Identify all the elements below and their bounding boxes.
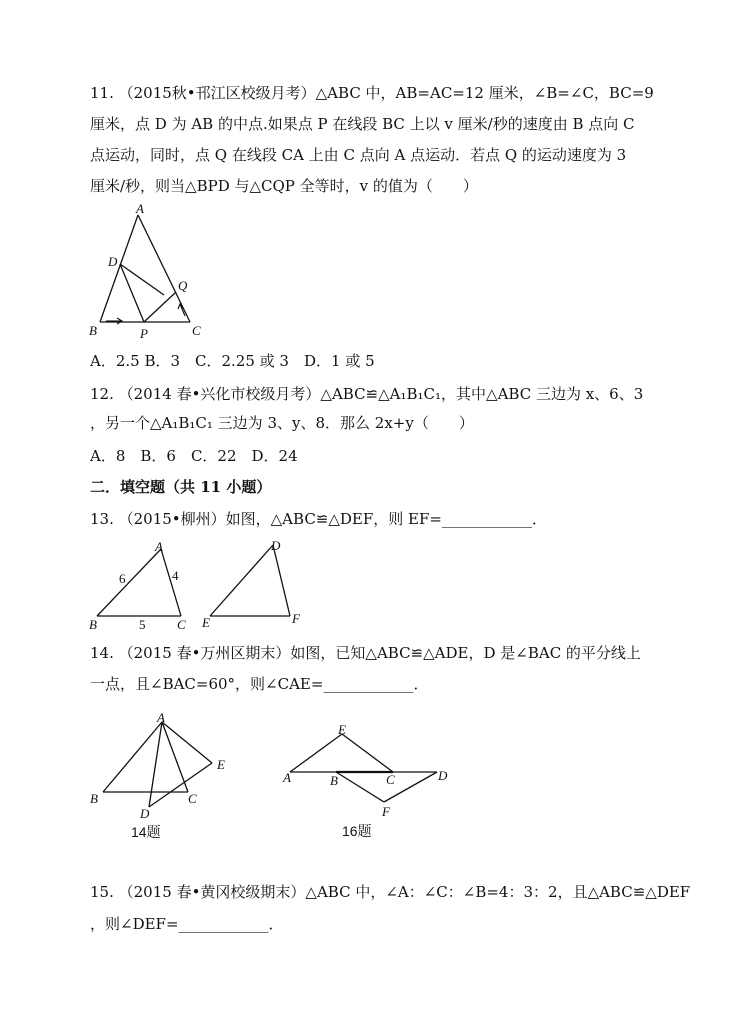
q16-label-e: E <box>338 722 346 737</box>
q16-figure <box>280 718 460 848</box>
q11-label-p: P <box>140 326 148 341</box>
q12-line-1: 12. （2014 春•兴化市校级月考）△ABC≌△A₁B₁C₁，其中△ABC 三边为 x、6、3 <box>90 385 644 403</box>
q13-label-c: C <box>177 617 186 632</box>
q14-line-1: 14. （2015 春•万州区期末）如图，已知△ABC≌△ADE，D 是∠BAC 的平分线上 <box>90 644 641 662</box>
q11-label-a: A <box>136 201 144 216</box>
q11-line-3: 点运动，同时，点 Q 在线段 CA 上由 C 点向 A 点运动．若点 Q 的运动速度为 3 <box>90 146 627 164</box>
q16-label-f: F <box>382 804 390 819</box>
q14-figure <box>85 710 245 845</box>
q15-line-2: ，则∠DEF=____________． <box>90 915 284 933</box>
q16-label-c: C <box>386 772 395 787</box>
q14-caption: 14题 <box>131 824 161 840</box>
q13-label-e: E <box>202 615 210 630</box>
q11-options: A．2.5 B．3 C．2.25 或 3 D．1 或 5 <box>90 352 375 370</box>
q16-caption: 16题 <box>342 823 372 839</box>
q13-side-ac: 4 <box>172 568 179 583</box>
q14-label-d: D <box>140 806 150 821</box>
q15-line-1: 15. （2015 春•黄冈校级期末）△ABC 中，∠A：∠C：∠B=4：3：2，且△ABC≌△DEF <box>90 883 691 901</box>
q14-line-2: 一点，且∠BAC=60°，则∠CAE=____________． <box>90 675 429 693</box>
q11-label-q: Q <box>178 278 188 293</box>
q13-label-a: A <box>155 539 163 554</box>
q13-side-ab: 6 <box>119 571 126 586</box>
q16-label-b: B <box>330 773 338 788</box>
q12-line-2: ，另一个△A₁B₁C₁ 三边为 3、y、8．那么 2x+y（ ） <box>90 414 474 432</box>
q13-line-1: 13. （2015•柳州）如图，△ABC≌△DEF，则 EF=____________． <box>90 510 547 528</box>
q13-label-f: F <box>292 611 300 626</box>
q11-line-2: 厘米，点 D 为 AB 的中点.如果点 P 在线段 BC 上以 v 厘米/秒的速度由 B 点向 C <box>90 115 635 133</box>
q16-label-d: D <box>438 768 448 783</box>
q12-options: A．8 B．6 C．22 D．24 <box>90 447 298 465</box>
q11-triangle-figure <box>80 200 230 345</box>
q13-side-bc: 5 <box>139 617 146 632</box>
q11-label-d: D <box>108 254 118 269</box>
q14-label-c: C <box>188 791 197 806</box>
q13-triangles-figure <box>85 535 315 635</box>
q14-label-a: A <box>157 710 165 725</box>
section-2-title: 二．填空题（共 11 小题） <box>90 478 272 496</box>
q11-label-c: C <box>192 323 201 338</box>
q11-line-4: 厘米/秒，则当△BPD 与△CQP 全等时，v 的值为（ ） <box>90 177 478 195</box>
q11-label-b: B <box>89 323 97 338</box>
q11-line-1: 11. （2015秋•邗江区校级月考）△ABC 中，AB=AC=12 厘米，∠B=∠C，BC=9 <box>90 84 654 102</box>
q13-label-b: B <box>89 617 97 632</box>
q13-label-d: D <box>271 538 281 553</box>
q14-label-b: B <box>90 791 98 806</box>
q14-label-e: E <box>217 757 225 772</box>
q16-label-a: A <box>283 770 291 785</box>
